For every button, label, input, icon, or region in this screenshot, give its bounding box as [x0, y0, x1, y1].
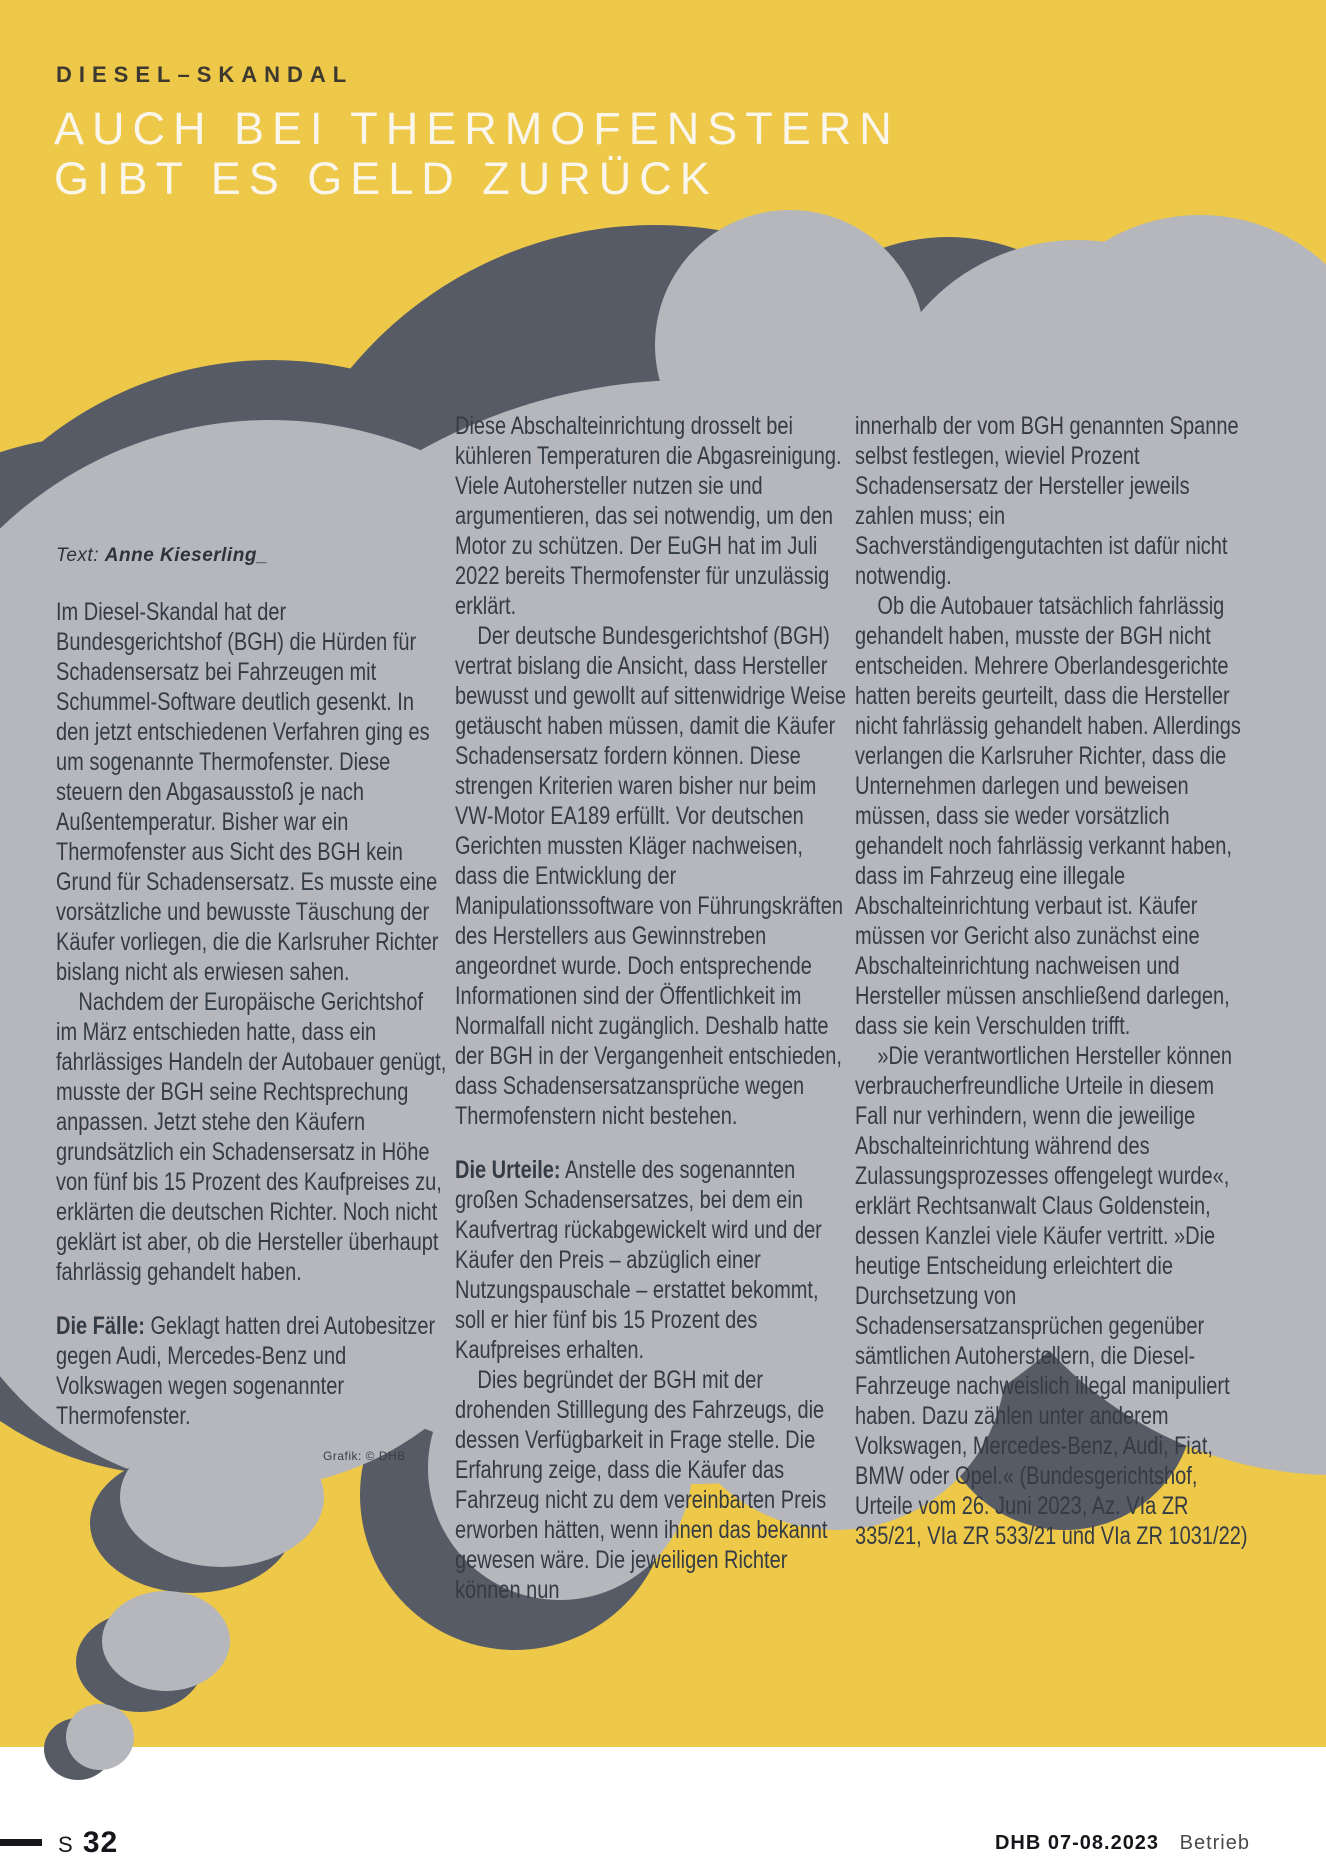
byline-label: Text: — [56, 545, 99, 566]
paragraph-text: Anstelle des sogenannten großen Schadensersatzes, bei dem ein Kaufvertrag rückabgewickelt wird und der Käufer den Preis – abzüglich einer Nutzungspauschale – erstattet bekommt, soll er hier fünf bis 15 Prozent des Kaufpreises erhalten. — [455, 1156, 822, 1364]
article-title-line1: AUCH BEI THERMOFENSTERN — [54, 103, 900, 154]
page-number — [58, 1826, 118, 1860]
paragraph: Im Diesel-Skandal hat der Bundesgerichtshof (BGH) die Hürden für Schadensersatz bei Fahrzeugen mit Schummel-Software deutlich gesenkt. In den jetzt entschiedenen Verfahren ging es um sogenannte Thermofenster. Diese steuern den Abgasausstoß je nach Außentemperatur. Bisher war ein Thermofenster aus Sicht des BGH kein Grund für Schadensersatz. Es musste eine vorsätzliche und bewusste Täuschung der Käufer vorliegen, die die Karlsruher Richter bislang nicht als erwiesen sahen. — [56, 598, 439, 986]
paragraph-lead: Die Urteile: — [455, 1156, 561, 1184]
paragraph: Ob die Autobauer tatsächlich fahrlässig gehandelt haben, musste der BGH nicht entscheiden. Mehrere Oberlandesgerichte hatten bereits geurteilt, dass die Hersteller nicht fahrlässig gehandelt haben. Allerdings verlangen die Karlsruher Richter, dass die Unternehmen darlegen und beweisen müssen, dass sie weder vorsätzlich gehandelt noch fahrlässig verkannt haben, dass im Fahrzeug eine illegale Abschalteinrichtung verbaut ist. Käufer müssen vor Gericht also zunächst eine Abschalteinrichtung nachweisen und Hersteller müssen anschließend darlegen, dass sie kein Verschulden trifft. — [855, 592, 1241, 1040]
paragraph-lead: Die Fälle: — [56, 1312, 145, 1340]
article-kicker: DIESEL–SKANDAL — [56, 62, 354, 87]
paragraph: »Die verantwortlichen Hersteller können verbraucherfreundliche Urteile in diesem Fall nur verhindern, wenn die jeweilige Abschalteinrichtung während des Zulassungsprozesses offengelegt wurde«, erklärt Rechtsanwalt Claus Goldenstein, dessen Kanzlei viele Käufer vertritt. »Die heutige Entscheidung erleichtert die Durchsetzung von Schadensersatzansprüchen gegenüber sämtlichen Autoherstellern, die Diesel-Fahrzeuge nachweislich illegal manipuliert haben. Dazu zählen unter anderem Volkswagen, Mercedes-Benz, Audi, Fiat, BMW oder Opel.« (Bundesgerichtshof, Urteile vom 26. Juni 2023, Az. VIa ZR 335/21, VIa ZR 533/21 und VIa ZR 1031/22) — [855, 1042, 1248, 1550]
article-title — [54, 104, 900, 204]
text-column-2 — [455, 411, 849, 1605]
issue-label: DHB 07-08.2023 — [994, 1832, 1160, 1854]
paragraph: Der deutsche Bundesgerichtshof (BGH) vertrat bislang die Ansicht, dass Hersteller bewusst und gewollt auf sittenwidrige Weise getäuscht haben müssen, damit die Käufer Schadensersatz fordern können. Diese strengen Kriterien waren bisher nur beim VW-Motor EA189 erfüllt. Vor deutschen Gerichten mussten Kläger nachweisen, dass die Entwicklung der Manipulationssoftware von Führungskräften des Herstellers aus Gewinnstreben angeordnet wurde. Doch entsprechende Informationen sind der Öffentlichkeit im Normalfall nicht zugänglich. Deshalb hatte der BGH in der Vergangenheit entschieden, dass Schadensersatzansprüche wegen Thermofenstern nicht bestehen. — [455, 622, 846, 1130]
paragraph: innerhalb der vom BGH genannten Spanne selbst festlegen, wieviel Prozent Schadensersatz der Hersteller jeweils zahlen muss; ein Sachverständigengutachten ist dafür nicht notwendig. — [855, 412, 1239, 590]
article-title-line2: GIBT ES GELD ZURÜCK — [54, 153, 718, 204]
paragraph — [455, 1155, 849, 1365]
footer-rule — [0, 1839, 42, 1846]
footer-issue-info — [995, 1832, 1250, 1855]
paragraph — [56, 1311, 450, 1431]
paragraph-text: Geklagt hatten drei Autobesitzer gegen Audi, Mercedes-Benz und Volkswagen wegen sogenannter Thermofenster. — [56, 1312, 436, 1430]
paragraph: Dies begründet der BGH mit der drohenden Stilllegung des Fahrzeugs, die dessen Verfügbarkeit in Frage stelle. Die Erfahrung zeige, dass die Käufer das Fahrzeug nicht zu dem vereinbarten Preis erworben hätten, wenn ihnen das bekannt gewesen wäre. Die jeweiligen Richter können nun — [455, 1366, 828, 1604]
byline — [56, 545, 268, 567]
section-label: Betrieb — [1179, 1832, 1250, 1854]
paragraph: Diese Abschalteinrichtung drosselt bei kühleren Temperaturen die Abgasreinigung. Viele Autohersteller nutzen sie und argumentieren, das sei notwendig, um den Motor zu schützen. Der EuGH hat im Juli 2022 bereits Thermofenster für unzulässig erklärt. — [455, 412, 842, 620]
byline-author: Anne Kieserling_ — [104, 545, 268, 566]
text-column-3 — [855, 411, 1249, 1551]
graphic-credit: Grafik: © DHB — [323, 1449, 406, 1463]
paragraph: Nachdem der Europäische Gerichtshof im März entschieden hatte, dass ein fahrlässiges Handeln der Autobauer genügt, musste der BGH seine Rechtsprechung anpassen. Jetzt stehe den Käufern grundsätzlich ein Schadensersatz in Höhe von fünf bis 15 Prozent des Kaufpreises zu, erklärten die deutschen Richter. Noch nicht geklärt ist aber, ob die Hersteller überhaupt fahrlässig gehandelt haben. — [56, 988, 447, 1286]
text-column-1 — [56, 597, 450, 1431]
page-number-value: 32 — [82, 1826, 119, 1859]
page-prefix: S — [58, 1832, 75, 1857]
